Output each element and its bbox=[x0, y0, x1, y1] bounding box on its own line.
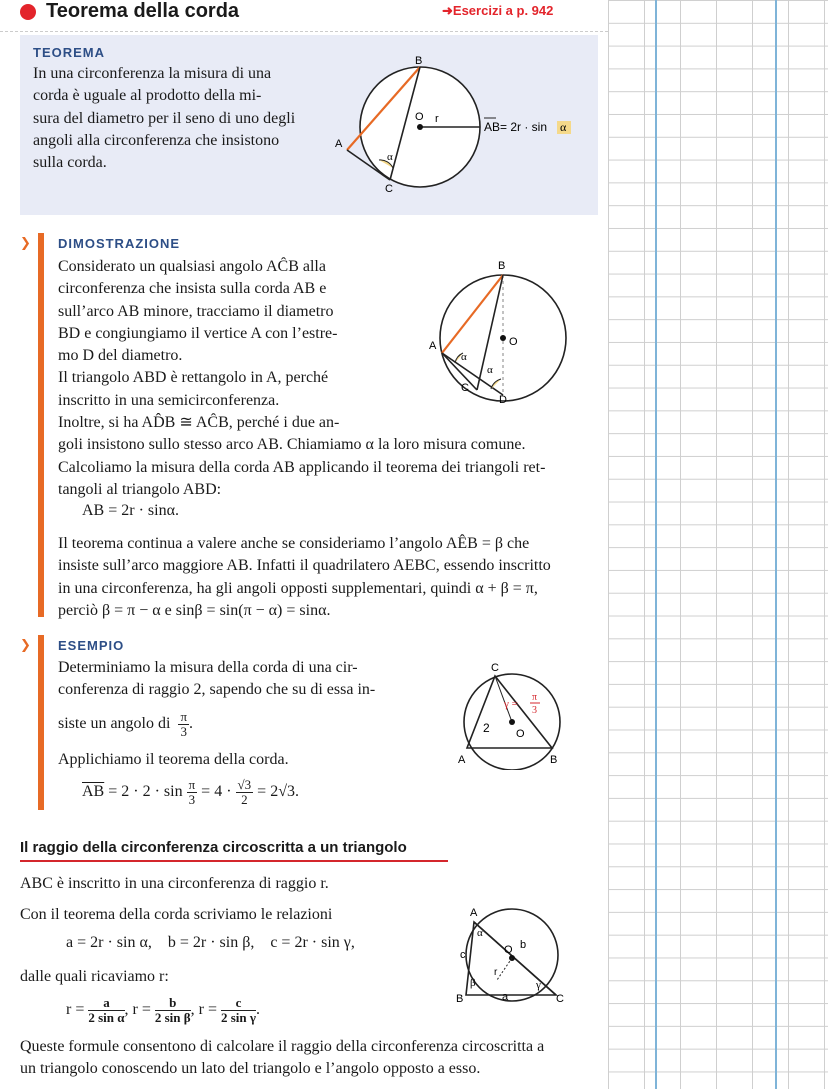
point-C-label: C bbox=[556, 993, 564, 1005]
exercises-link[interactable]: ➜Esercizi a p. 942 bbox=[442, 3, 554, 18]
radius-label: 2 bbox=[483, 721, 490, 735]
point-B-label: B bbox=[415, 55, 423, 67]
theorem-label: TEOREMA bbox=[33, 45, 105, 60]
angle-alpha-label: α bbox=[487, 364, 493, 376]
angle-alpha-label: α bbox=[477, 927, 483, 939]
grid-margin-line bbox=[655, 0, 657, 1089]
angle-gamma-label: γ = bbox=[504, 698, 518, 710]
formula-rhs: = 2r · sin bbox=[500, 120, 548, 134]
divider bbox=[0, 31, 608, 32]
notebook-grid bbox=[608, 0, 828, 1089]
point-D-label: D bbox=[499, 394, 507, 405]
theorem-figure bbox=[335, 50, 595, 200]
radius-r-label: r bbox=[494, 967, 498, 978]
raggio-last: Queste formule consentono di calcolare il raggio della circonferenza circoscritta a un triangolo conoscendo un lato del triangolo e l’angolo opposto a esso. bbox=[20, 1038, 545, 1078]
point-C-label: C bbox=[385, 183, 393, 195]
chevron-right-icon: ❯ bbox=[20, 236, 31, 251]
chevron-right-icon: ❯ bbox=[20, 638, 31, 653]
side-a-label: a bbox=[502, 991, 509, 1003]
point-A-label: A bbox=[470, 907, 478, 919]
point-B-label: B bbox=[456, 993, 464, 1005]
side-c-label: c bbox=[460, 949, 466, 961]
raggio-figure bbox=[452, 900, 582, 1010]
demo-text: Considerato un qualsiasi angolo AĈB alla circonferenza che insista sulla corda AB e sull’arco AB minore, tracciamo il diametro BD e congiungiamo il vertice A con l’estre- mo D del diametro. Il triangolo ABD è rettangolo in A, perché inscritto in una semicirconferenza. Inoltre, si ha AD̂B ≅ AĈB, perché i due an- goli insistono sullo stesso arco AB. Chiamiamo α la loro misura comune. Calcoliamo la misura della corda AB applicando il teorema dei triangoli ret- tangoli al triangolo ABD: bbox=[58, 258, 546, 498]
angle-gamma-den: 3 bbox=[532, 705, 537, 716]
section-bar bbox=[38, 635, 44, 810]
formula-alpha: α bbox=[560, 120, 567, 134]
raggio-line-2: Con il teorema della corda scriviamo le relazioni bbox=[20, 906, 333, 923]
raggio-line-1: ABC è inscritto in una circonferenza di raggio r. bbox=[20, 875, 329, 892]
point-A-label: A bbox=[458, 754, 466, 766]
raggio-formulas: r = $\frac{a}{\text{2 sin α}}$ , r = $\frac{b}{\text{2 sin β}}$ , r = $\frac{c}{\text{2 sin γ}}$ . bbox=[66, 995, 260, 1025]
page-title: Teorema della corda bbox=[46, 0, 240, 22]
example-label: ESEMPIO bbox=[58, 638, 125, 653]
angle-gamma-label: γ bbox=[536, 979, 541, 991]
point-C-label: C bbox=[491, 662, 499, 674]
center-O-label: O bbox=[509, 336, 518, 348]
center-O-label: O bbox=[516, 728, 525, 740]
radius-r-label: r bbox=[435, 113, 439, 125]
center-O-label: O bbox=[415, 111, 424, 123]
example-formula: $\overline{AB} = 2 \cdot 2 \cdot \sin$ $\frac{\pi}{3}$ = 4 · $\frac{√3}{2}$ = 2√3. bbox=[82, 777, 299, 807]
demo-formula: AB = 2r · sinα. bbox=[82, 502, 179, 519]
point-B-label: B bbox=[550, 754, 558, 766]
example-text: Determiniamo la misura della corda di una cir- conferenza di raggio 2, sapendo che su di essa in- siste un angolo di $\frac{\pi}{3}$ . Applichiamo il teorema della corda. bbox=[58, 659, 376, 768]
angle-beta-label: β bbox=[470, 977, 476, 989]
point-C-label: C bbox=[461, 382, 469, 394]
demo-text-2: Il teorema continua a valere anche se consideriamo l’angolo AÊB = β che insiste sull’arco maggiore AB. Infatti il quadrilatero AEBC, essendo inscritto in una circonferenza, ha gli angoli opposti supplementari, quindi α + β = π, perciò β = π − α e sinβ = sin(π − α) = sinα. bbox=[58, 535, 551, 619]
angle-alpha-label: α bbox=[387, 151, 393, 163]
raggio-formula-1: a = 2r · sin α, b = 2r · sin β, c = 2r · sin γ, bbox=[66, 934, 355, 951]
formula-chord: AB bbox=[484, 120, 501, 134]
example-figure bbox=[450, 660, 570, 770]
section-heading: Il raggio della circonferenza circoscritta a un triangolo bbox=[20, 839, 407, 856]
demo-label: DIMOSTRAZIONE bbox=[58, 236, 181, 251]
heading-underline bbox=[20, 860, 448, 862]
theorem-text: In una circonferenza la misura di una corda è uguale al prodotto della mi- sura del diametro per il seno di uno degli angoli alla circonferenza che insistono sulla corda. bbox=[33, 65, 296, 172]
point-A-label: A bbox=[429, 340, 437, 352]
grid-margin-line bbox=[775, 0, 777, 1089]
point-B-label: B bbox=[498, 260, 506, 272]
side-b-label: b bbox=[520, 939, 527, 951]
demo-figure bbox=[425, 255, 590, 405]
angle-gamma-num: π bbox=[532, 692, 538, 703]
section-bar bbox=[38, 233, 44, 617]
center-O-label: O bbox=[504, 944, 513, 956]
title-bullet bbox=[20, 4, 36, 20]
angle-alpha-label: α bbox=[461, 351, 467, 363]
raggio-line-3: dalle quali ricaviamo r: bbox=[20, 968, 169, 985]
point-A-label: A bbox=[335, 138, 343, 150]
